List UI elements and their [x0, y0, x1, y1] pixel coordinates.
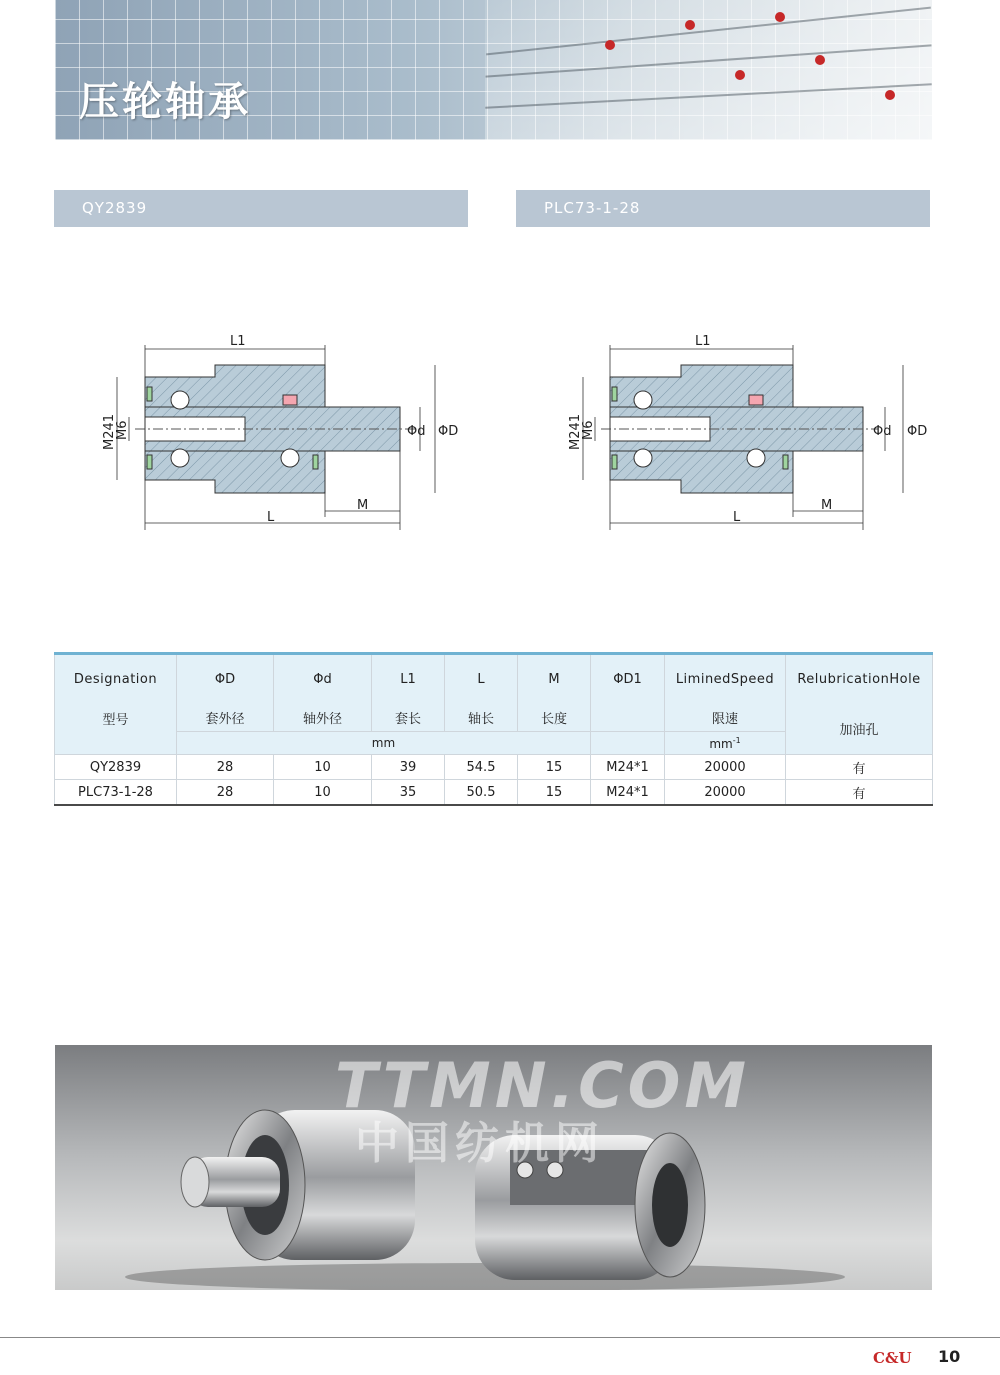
table-header-cn	[55, 703, 933, 732]
dim-label-l: L	[733, 510, 741, 525]
textile-machine-photo	[485, 0, 932, 140]
cell-d1: M24*1	[591, 755, 665, 780]
th-cn-outer-diameter: 套外径	[177, 703, 274, 732]
product-photo	[55, 1045, 932, 1290]
cell-speed: 20000	[665, 780, 786, 806]
th-cn-relubrication: 加油孔	[786, 703, 933, 755]
section-header-qy2839: QY2839	[54, 190, 468, 227]
th-speed: LiminedSpeed	[665, 654, 786, 704]
dim-label-m6: M6	[581, 420, 596, 440]
th-cn-designation: 型号	[55, 703, 177, 755]
footer-divider	[0, 1337, 1000, 1338]
th-outer-diameter: ΦD	[177, 654, 274, 704]
header-banner	[55, 0, 932, 140]
dim-label-phi-d: Φd	[873, 424, 892, 439]
cell-relubrication: 有	[786, 780, 933, 806]
cell-designation: PLC73-1-28	[55, 780, 177, 806]
dim-label-l1: L1	[695, 334, 711, 349]
cell-relubrication: 有	[786, 755, 933, 780]
th-m: M	[518, 654, 591, 704]
cell-m: 15	[518, 780, 591, 806]
th-relubrication: RelubricationHole	[786, 654, 933, 704]
th-d1: ΦD1	[591, 654, 665, 704]
watermark-text: TTMN.COM	[335, 1049, 751, 1122]
cell-l: 50.5	[445, 780, 518, 806]
dim-label-l: L	[267, 510, 275, 525]
th-cn-m: 长度	[518, 703, 591, 732]
th-cn-l1: 套长	[372, 703, 445, 732]
page-title: 压轮轴承	[79, 79, 251, 125]
table-row	[55, 780, 933, 806]
drawing-plc73	[563, 325, 943, 540]
dim-label-m241: M241	[102, 413, 117, 450]
section-header-plc73: PLC73-1-28	[516, 190, 930, 227]
dim-label-phi-D: ΦD	[907, 424, 928, 439]
cell-shaft-diameter: 10	[274, 780, 372, 806]
table-row	[55, 755, 933, 780]
cell-outer-diameter: 28	[177, 755, 274, 780]
th-cn-shaft-diameter: 轴外径	[274, 703, 372, 732]
cell-l: 54.5	[445, 755, 518, 780]
cell-shaft-diameter: 10	[274, 755, 372, 780]
cell-m: 15	[518, 755, 591, 780]
unit-speed: $mm^{-1}$	[665, 732, 786, 755]
dim-label-phi-D: ΦD	[438, 424, 459, 439]
th-shaft-diameter: Φd	[274, 654, 372, 704]
unit-mm: mm	[177, 732, 591, 755]
cell-l1: 35	[372, 780, 445, 806]
cell-d1: M24*1	[591, 780, 665, 806]
th-cn-speed: 限速	[665, 703, 786, 732]
cell-designation: QY2839	[55, 755, 177, 780]
dim-label-m6: M6	[115, 420, 130, 440]
brand-logo: C&U	[873, 1349, 912, 1367]
dim-label-phi-d: Φd	[407, 424, 426, 439]
drawing-qy2839	[95, 325, 475, 540]
cell-speed: 20000	[665, 755, 786, 780]
page-number: 10	[938, 1347, 961, 1366]
th-l: L	[445, 654, 518, 704]
dim-label-m: M	[821, 498, 833, 513]
th-cn-d1	[591, 703, 665, 732]
spec-table	[54, 652, 933, 806]
dim-label-m241: M241	[568, 413, 583, 450]
cell-l1: 39	[372, 755, 445, 780]
th-l1: L1	[372, 654, 445, 704]
th-designation: Designation	[55, 654, 177, 704]
watermark-cn: 中国纺机网	[355, 1118, 605, 1169]
dim-label-m: M	[357, 498, 369, 513]
th-cn-l: 轴长	[445, 703, 518, 732]
dim-label-l1: L1	[230, 334, 246, 349]
table-header-en	[55, 654, 933, 704]
cell-outer-diameter: 28	[177, 780, 274, 806]
